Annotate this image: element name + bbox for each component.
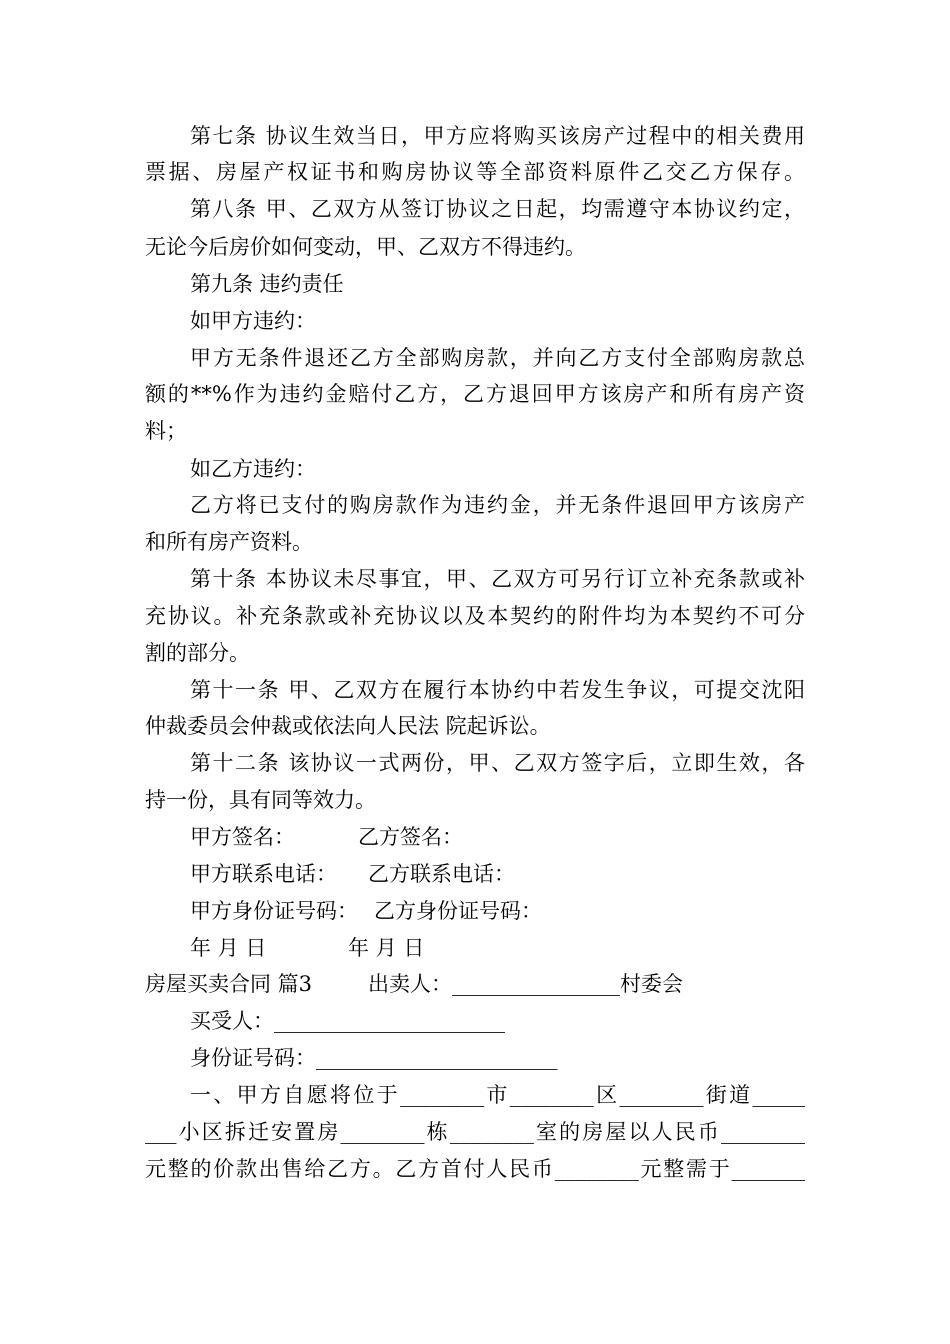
contract3-clause1-line2: ___小区拆迁安置房________栋________室的房屋以人民币________ — [145, 1120, 805, 1144]
party-a-signature-label: 甲方签名： — [190, 825, 295, 849]
contract3-seller: 出卖人：________________村委会 — [368, 972, 683, 996]
article9-party-b-line1: 乙方将已支付的购房款作为违约金，并无条件退回甲方该房产 — [190, 493, 805, 517]
article12-line2: 持一份，具有同等效力。 — [145, 788, 376, 812]
party-b-phone-label: 乙方联系电话： — [368, 862, 515, 886]
article9-party-b-heading: 如乙方违约： — [190, 457, 316, 481]
party-b-signature-label: 乙方签名： — [358, 825, 463, 849]
contract3-heading: 房屋买卖合同 篇3 — [145, 972, 313, 996]
article10-line1: 第十条 本协议未尽事宜，甲、乙双方可另行订立补充条款或补 — [190, 567, 805, 591]
article10-line2: 充协议。补充条款或补充协议以及本契约的附件均为本契约不可分 — [145, 604, 805, 628]
party-b-date: 年 月 日 — [348, 936, 425, 960]
article9-party-b-line2: 和所有房产资料。 — [145, 530, 313, 554]
article7-line1: 第七条 协议生效当日，甲方应将购买该房产过程中的相关费用 — [190, 124, 805, 148]
party-b-id-label: 乙方身份证号码： — [374, 899, 542, 923]
contract3-clause1-line1: 一、甲方自愿将位于________市________区________街道_____ — [190, 1083, 805, 1107]
contract3-clause1-line3: 元整的价款出售给乙方。乙方首付人民币________元整需于_______ — [145, 1157, 805, 1181]
party-a-date: 年 月 日 — [190, 936, 267, 960]
contract3-buyer: 买受人：______________________ — [190, 1009, 505, 1033]
contract3-id-number: 身份证号码：_______________________ — [190, 1046, 558, 1070]
article11-line1: 第十一条 甲、乙双方在履行本协约中若发生争议，可提交沈阳 — [190, 678, 805, 702]
article10-line3: 割的部分。 — [145, 641, 250, 665]
article9-party-a-line1: 甲方无条件退还乙方全部购房款，并向乙方支付全部购房款总 — [190, 346, 805, 370]
article9-title: 第九条 违约责任 — [190, 272, 344, 296]
article9-party-a-line2: 额的**%作为违约金赔付乙方，乙方退回甲方该房产和所有房产资 — [145, 382, 805, 406]
party-a-phone-label: 甲方联系电话： — [190, 862, 337, 886]
article8-line2: 无论今后房价如何变动，甲、乙双方不得违约。 — [145, 235, 586, 259]
article9-party-a-line3: 料； — [145, 419, 187, 443]
article12-line1: 第十二条 该协议一式两份，甲、乙双方签字后，立即生效，各 — [190, 751, 805, 775]
article11-line2: 仲裁委员会仲裁或依法向人民法 院起诉讼。 — [145, 714, 551, 738]
article9-party-a-heading: 如甲方违约： — [190, 309, 316, 333]
party-a-id-label: 甲方身份证号码： — [190, 899, 358, 923]
article7-line2: 票据、房屋产权证书和购房协议等全部资料原件乙交乙方保存。 — [145, 160, 805, 184]
article8-line1: 第八条 甲、乙双方从签订协议之日起，均需遵守本协议约定， — [190, 197, 805, 221]
